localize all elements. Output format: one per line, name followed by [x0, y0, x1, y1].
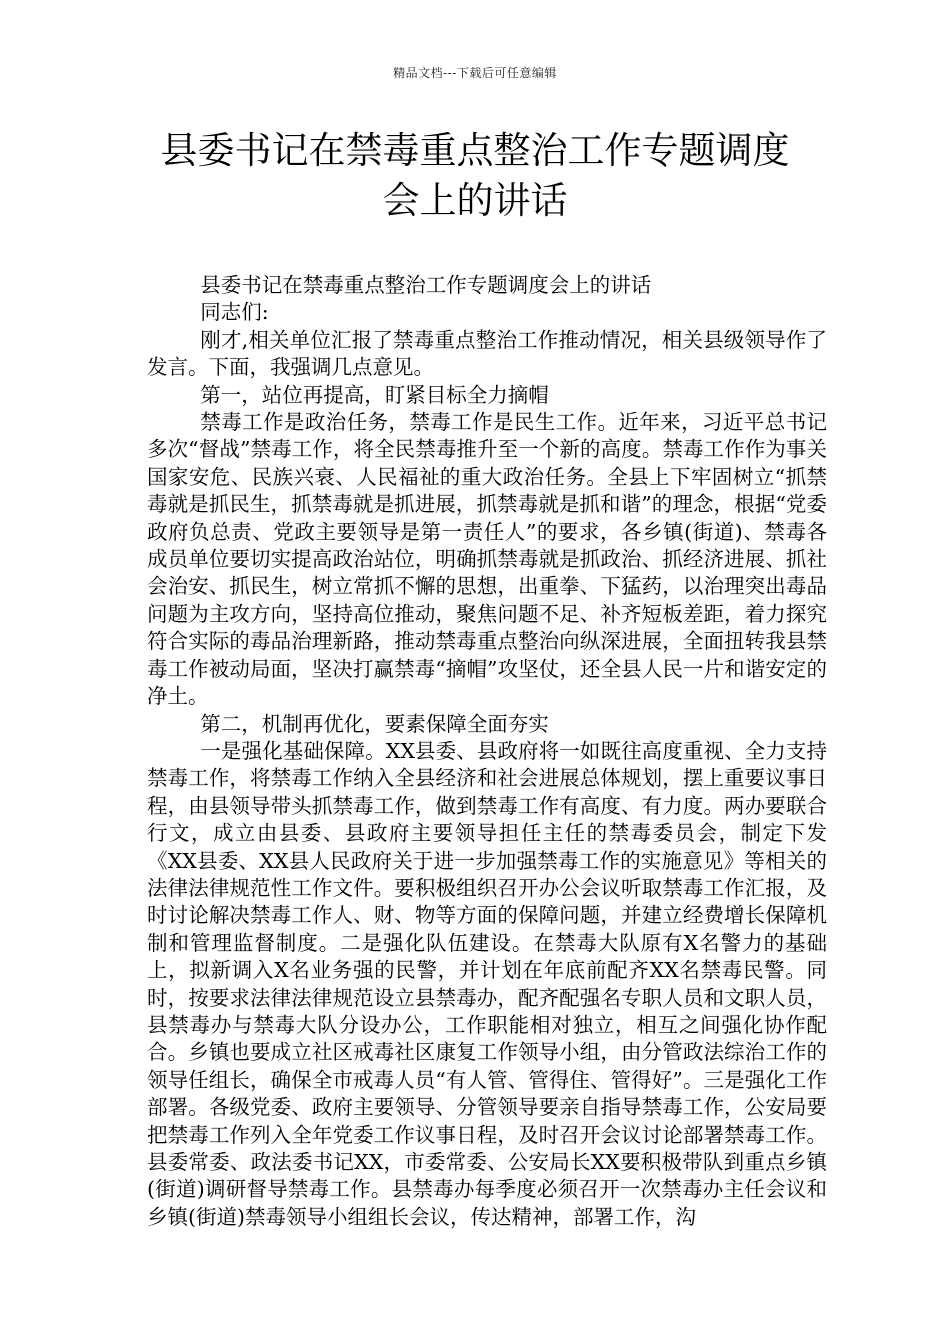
document-title-line-2: 会上的讲话 — [382, 179, 568, 222]
body-paragraph: 刚才,相关单位汇报了禁毒重点整治工作推动情况，相关县级领导作了发言。下面，我强调几点意见。 — [147, 327, 827, 380]
document-body — [147, 272, 827, 1231]
body-subtitle: 县委书记在禁毒重点整治工作专题调度会上的讲话 — [200, 273, 652, 297]
document-title-line-1: 县委书记在禁毒重点整治工作专题调度 — [160, 129, 790, 172]
section-heading: 第一，站位再提高，盯紧目标全力摘帽 — [200, 382, 549, 407]
document-title — [100, 126, 850, 226]
section-heading: 第二，机制再优化，要素保障全面夯实 — [200, 711, 549, 736]
body-paragraph: 一是强化基础保障。XX县委、县政府将一如既往高度重视、全力支持禁毒工作，将禁毒工作纳入全县经济和社会进展总体规划，摆上重要议事日程，由县领导带头抓禁毒工作，做到禁毒工作有高度、有力度。两办要联合行文，成立由县委、县政府主要领导担任主任的禁毒委员会，制定下发《XX县委、XX县人民政府关于进一步加强禁毒工作的实施意见》等相关的法律法律规范性工作文件。要积极组织召开办公会议听取禁毒工作汇报，及时讨论解决禁毒工作人、财、物等方面的保障问题，并建立经费增长保障机制和管理监督制度。二是强化队伍建设。在禁毒大队原有X名警力的基础上，拟新调入X名业务强的民警，并计划在年底前配齐XX名禁毒民警。同时，按要求法律法律规范设立县禁毒办，配齐配强名专职人员和文职人员，县禁毒办与禁毒大队分设办公，工作职能相对独立，相互之间强化协作配合。乡镇也要成立社区戒毒社区康复工作领导小组，由分管政法综治工作的领导任组长，确保全市戒毒人员“有人管、管得住、管得好”。三是强化工作部署。各级党委、政府主要领导、分管领导要亲自指导禁毒工作，公安局要把禁毒工作列入全年党委工作议事日程，及时召开会议讨论部署禁毒工作。县委常委、政法委书记XX，市委常委、公安局长XX要积极带队到重点乡镇(街道)调研督导禁毒工作。县禁毒办每季度必须召开一次禁毒办主任会议和乡镇(街道)禁毒领导小组组长会议，传达精神，部署工作，沟 — [147, 738, 827, 1229]
salutation: 同志们: — [200, 300, 269, 325]
body-paragraph: 禁毒工作是政治任务，禁毒工作是民生工作。近年来，习近平总书记多次“督战”禁毒工作，将全民禁毒推升至一个新的高度。禁毒工作作为事关国家安危、民族兴衰、人民福祉的重大政治任务。全县上下牢固树立“抓禁毒就是抓民生，抓禁毒就是抓进展，抓禁毒就是抓和谐”的理念，根据“党委政府负总责、党政主要领导是第一责任人”的要求，各乡镇(街道)、禁毒各成员单位要切实提高政治站位，明确抓禁毒就是抓政治、抓经济进展、抓社会治安、抓民生，树立常抓不懈的思想，出重拳、下猛药，以治理突出毒品问题为主攻方向，坚持高位推动，聚焦问题不足、补齐短板差距，着力探究符合实际的毒品治理新路，推动禁毒重点整治向纵深进展，全面扭转我县禁毒工作被动局面，坚决打赢禁毒“摘帽”攻坚仗，还全县人民一片和谐安定的净土。 — [147, 410, 827, 709]
header-note: 精品文档---下载后可任意编辑 — [393, 66, 557, 80]
